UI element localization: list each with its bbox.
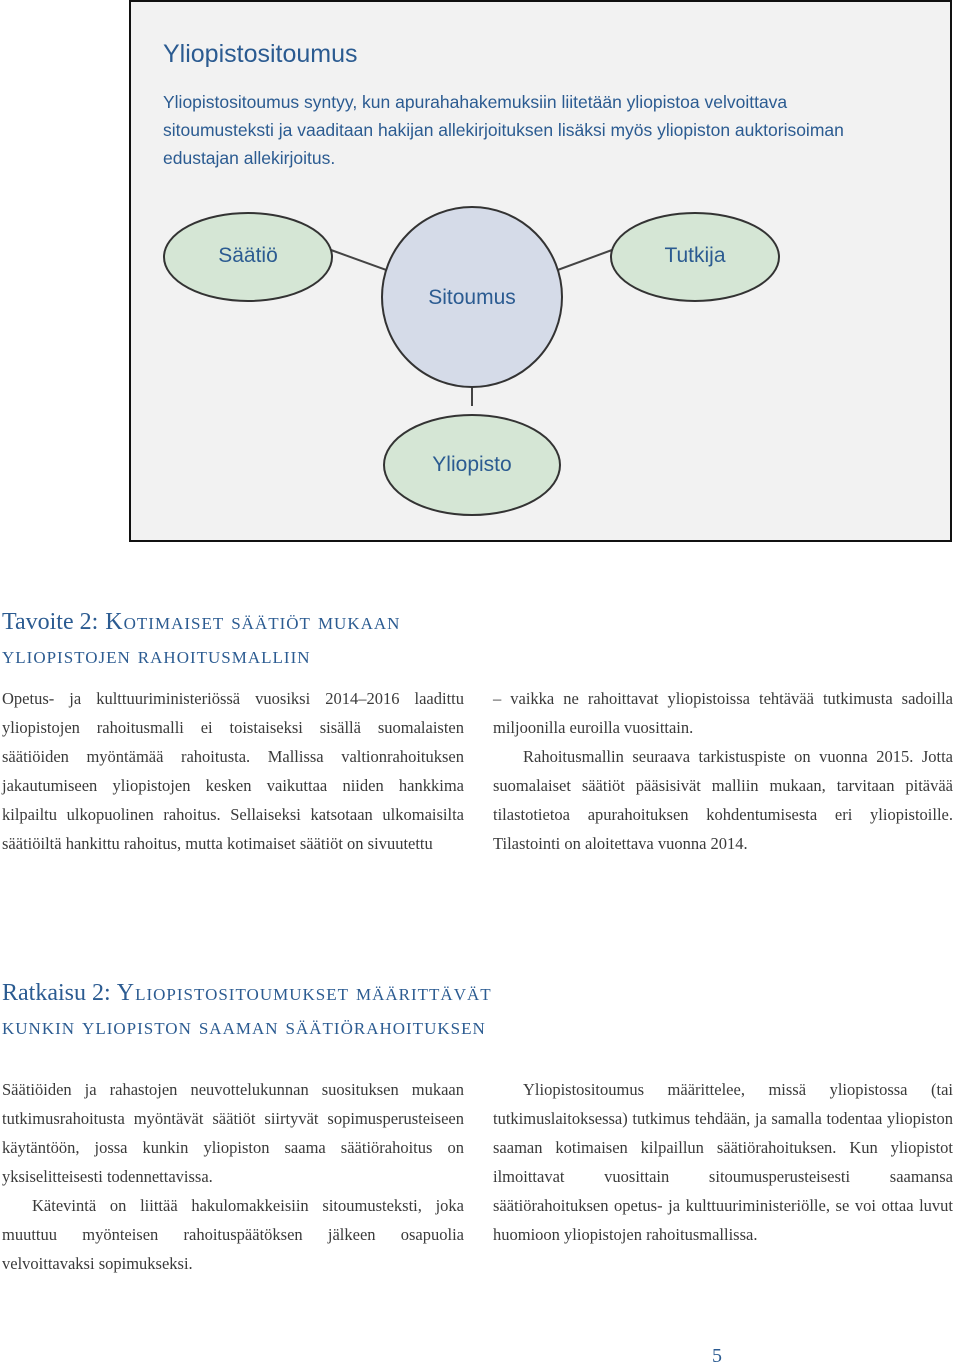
section2-heading-line1: Yliopistositoumukset määrittävät xyxy=(116,980,492,1006)
section2-left-paragraph-1: Säätiöiden ja rahastojen neuvottelukunnan suosituksen mukaan tutkimusrahoitusta myöntävät säätiöt siirtyvät sopimusperusteiseen käytäntöön, jossa kunkin yliopiston saama säätiörahoitus on yksiselitteisesti todennettavissa. xyxy=(2,1080,464,1186)
node-label-tutkija: Tutkija xyxy=(664,244,726,267)
section2-right-paragraph-1: Yliopistositoumus määrittelee, missä yliopistossa (tai tutkimuslaitoksessa) tutkimus tehdään, ja samalla todentaa yliopiston saaman kotimaisen kilpaillun säätiörahoituksen. Kun yliopistot ilmoittavat vuosittain sitoumusperusteisesti saamansa säätiörahoituksen opetus- ja kulttuuriministeriölle, se voi ottaa luvut huomioon yliopistojen rahoitusmallissa. xyxy=(493,1080,953,1244)
section1-heading-line2: yliopistojen rahoitusmalliin xyxy=(2,643,311,669)
section1-heading xyxy=(2,605,400,673)
section1-heading-line1: Kotimaiset säätiöt mukaan xyxy=(105,609,401,635)
section2-col-right xyxy=(493,1075,953,1249)
section1-right-paragraph-2: Rahoitusmallin seuraava tarkistuspiste on vuonna 2015. Jotta suomalaiset säätiöt pääsisivät malliin mukaan, tarvitaan pitävää tilastotietoa apurahoituksen kohdentumisesta eri yliopistoille. Tilastointi on aloitettava vuonna 2014. xyxy=(493,747,953,853)
box-title: Yliopistositoumus xyxy=(163,40,358,68)
node-label-saatio: Säätiö xyxy=(218,244,278,267)
section1-col-left xyxy=(2,684,464,858)
page-number: 5 xyxy=(712,1345,722,1367)
node-label-sitoumus: Sitoumus xyxy=(428,286,516,309)
section1-right-paragraph-1: – vaikka ne rahoittavat yliopistoissa tehtävää tutkimusta sadoilla miljoonilla euroilla vuosittain. xyxy=(493,689,953,737)
section1-heading-prefix: Tavoite 2: xyxy=(2,609,99,635)
section1-col-right xyxy=(493,684,953,858)
section2-left-paragraph-2: Kätevintä on liittää hakulomakkeisiin sitoumusteksti, joka muuttuu myönteisen rahoituspäätöksen jälkeen osapuolia velvoittavaksi sopimukseksi. xyxy=(2,1196,464,1273)
section2-col-left xyxy=(2,1075,464,1278)
section1-left-paragraph: Opetus- ja kulttuuriministeriössä vuosiksi 2014–2016 laadittu yliopistojen rahoitusmalli ei toistaiseksi sisällä suomalaisten säätiöiden myöntämää rahoitusta. Mallissa valtionrahoituksen jakautumiseen yliopistojen kesken vaikuttaa niiden hankkima kilpailtu ulkopuolinen rahoitus. Sellaiseksi katsotaan ulkomaisilta säätiöiltä hankittu rahoitus, mutta kotimaiset säätiöt on sivuutettu xyxy=(2,689,464,853)
box-text: Yliopistositoumus syntyy, kun apurahahakemuksiin liitetään yliopistoa velvoittava sitoumusteksti ja vaaditaan hakijan allekirjoituksen lisäksi myös yliopiston auktorisoiman edustajan allekirjoitus. xyxy=(163,92,844,168)
section2-heading-prefix: Ratkaisu 2: xyxy=(2,980,111,1006)
section2-heading-line2: kunkin yliopiston saaman säätiörahoituksen xyxy=(2,1014,486,1040)
node-label-yliopisto: Yliopisto xyxy=(432,453,512,476)
section2-heading xyxy=(2,976,492,1044)
